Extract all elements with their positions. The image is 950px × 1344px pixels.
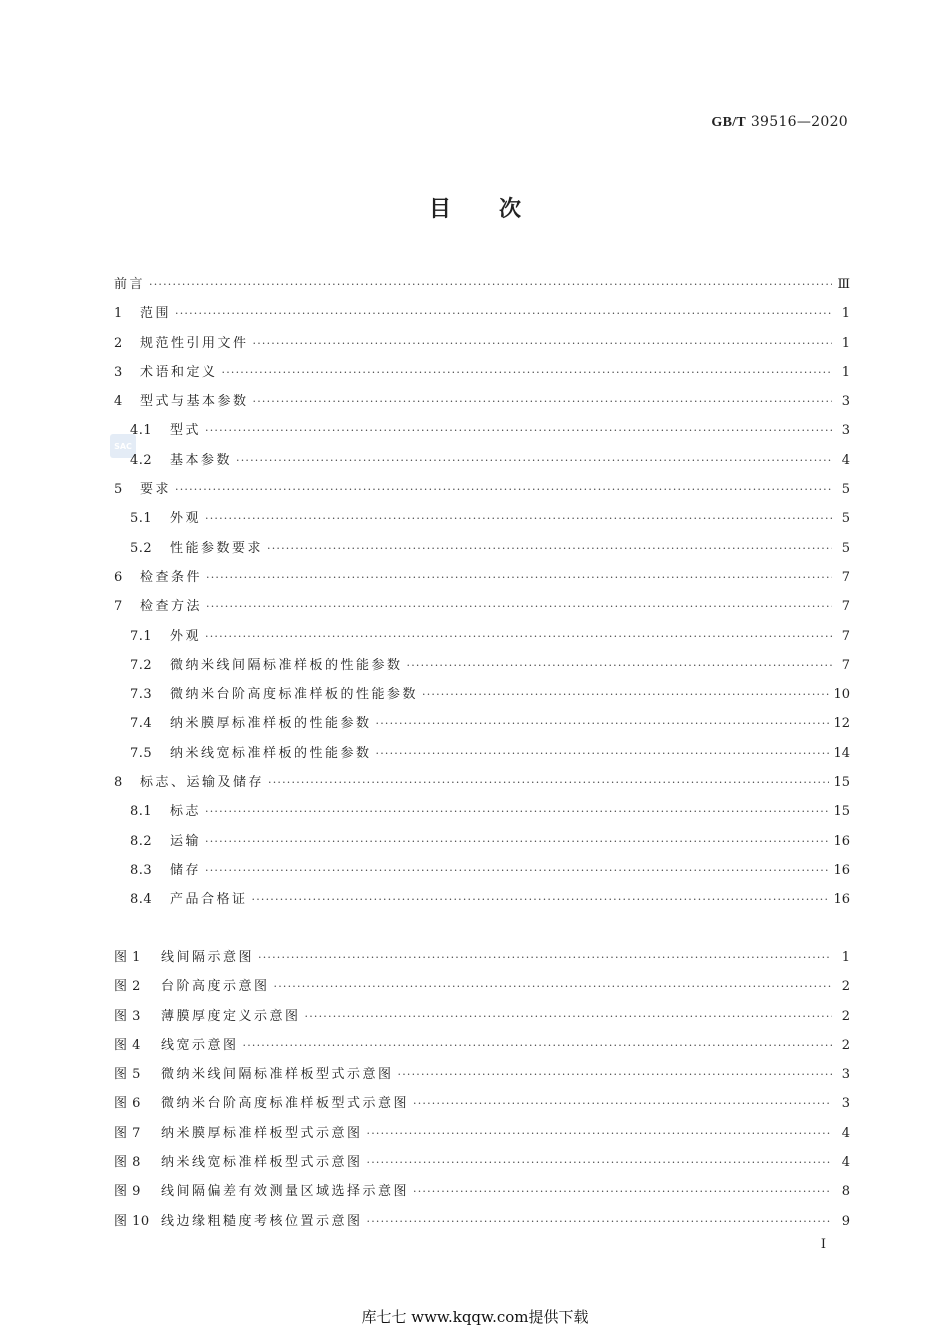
entry-number: 图 8 [114, 1155, 141, 1171]
dot-leader [413, 1183, 832, 1200]
download-source-note: 库七七 www.kqqw.com提供下载 [361, 1308, 589, 1326]
entry-page-number: 4 [841, 452, 850, 468]
entry-title: 线边缘粗糙度考核位置示意图 [161, 1213, 363, 1229]
dot-leader [175, 481, 832, 498]
toc-entry[interactable] [114, 276, 850, 305]
entry-title: 纳米线宽标准样板型式示意图 [161, 1155, 363, 1171]
entry-title: 型式 [170, 423, 202, 439]
page-title: 目次 [428, 197, 569, 222]
toc-entry[interactable] [114, 891, 850, 920]
entry-page-number: 2 [841, 979, 850, 995]
toc-entry[interactable] [114, 393, 850, 422]
figure-entry[interactable] [114, 978, 850, 1007]
entry-page-number: Ⅲ [837, 277, 850, 292]
dot-leader [274, 978, 832, 995]
entry-title: 台阶高度示意图 [161, 979, 270, 995]
entry-number: 5.1 [130, 511, 153, 527]
dot-leader [268, 774, 829, 791]
entry-number: 4.2 [130, 452, 153, 468]
entry-number: 7.4 [130, 716, 153, 732]
entry-title: 规范性引用文件 [140, 335, 249, 351]
toc-entry[interactable] [114, 745, 850, 774]
entry-page-number: 3 [841, 423, 850, 439]
entry-title: 纳米线宽标准样板的性能参数 [170, 745, 372, 761]
entry-title: 型式与基本参数 [140, 394, 249, 410]
entry-number: 图 5 [114, 1067, 141, 1083]
entry-page-number: 5 [841, 511, 850, 527]
entry-number: 4 [114, 394, 123, 410]
entry-number: 7.2 [130, 657, 153, 673]
toc-entry[interactable] [114, 364, 850, 393]
toc-entry[interactable] [114, 452, 850, 481]
entry-page-number: 15 [833, 775, 850, 791]
entry-title: 纳米膜厚标准样板的性能参数 [170, 716, 372, 732]
entry-page-number: 4 [841, 1125, 850, 1141]
entry-number: 1 [114, 306, 123, 322]
dot-leader [206, 569, 832, 586]
entry-title: 线间隔偏差有效测量区域选择示意图 [161, 1184, 410, 1200]
dot-leader [205, 833, 829, 850]
entry-title: 储存 [170, 862, 202, 878]
standard-number [711, 114, 848, 131]
toc-entry[interactable] [114, 335, 850, 364]
entry-page-number: 4 [841, 1155, 850, 1171]
figure-entry[interactable] [114, 1008, 850, 1037]
dot-leader [398, 1066, 832, 1083]
entry-title: 外观 [170, 511, 202, 527]
dot-leader [252, 891, 830, 908]
entry-page-number: 7 [841, 628, 850, 644]
entry-page-number: 1 [841, 364, 850, 380]
dot-leader [376, 715, 830, 732]
toc-entry[interactable] [114, 422, 850, 451]
entry-title: 线宽示意图 [161, 1037, 239, 1053]
dot-leader [205, 862, 829, 879]
dot-leader [206, 598, 832, 615]
figure-entry[interactable] [114, 1066, 850, 1095]
entry-page-number: 1 [841, 306, 850, 322]
dot-leader [222, 364, 832, 381]
entry-page-number: 1 [841, 950, 850, 965]
standard-code: 39516—2020 [750, 114, 848, 130]
entry-number: 7.3 [130, 687, 153, 703]
entry-title: 检查方法 [140, 599, 203, 615]
entry-page-number: 16 [833, 862, 850, 878]
figure-entry[interactable] [114, 1125, 850, 1154]
page-number: Ⅰ [820, 1237, 826, 1252]
entry-title: 微纳米台阶高度标准样板的性能参数 [170, 687, 419, 703]
dot-leader [149, 276, 832, 293]
entry-page-number: 16 [833, 892, 850, 908]
entry-title: 标志、运输及储存 [140, 775, 265, 791]
entry-number: 4.1 [130, 423, 153, 439]
toc-entry[interactable] [114, 803, 850, 832]
entry-page-number: 8 [841, 1184, 850, 1200]
entry-number: 8.4 [130, 892, 153, 908]
dot-leader [422, 686, 829, 703]
dot-leader [205, 803, 829, 820]
entry-page-number: 7 [841, 657, 850, 673]
figure-entry[interactable] [114, 1154, 850, 1183]
toc-entry[interactable] [114, 598, 850, 627]
entry-title: 微纳米台阶高度标准样板型式示意图 [161, 1096, 410, 1112]
dot-leader [367, 1213, 832, 1230]
entry-number: 5.2 [130, 540, 153, 556]
entry-number: 7.5 [130, 745, 153, 761]
entry-page-number: 5 [841, 540, 850, 556]
table-of-contents [114, 276, 850, 921]
entry-title: 检查条件 [140, 569, 203, 585]
toc-entry[interactable] [114, 628, 850, 657]
dot-leader [413, 1095, 832, 1112]
entry-title: 外观 [170, 628, 202, 644]
entry-number: 8.3 [130, 862, 153, 878]
dot-leader [205, 628, 832, 645]
sac-logo: SAC [110, 434, 136, 458]
toc-entry[interactable] [114, 481, 850, 510]
entry-title: 产品合格证 [170, 892, 248, 908]
entry-page-number: 15 [833, 804, 850, 820]
figure-entry[interactable] [114, 1037, 850, 1066]
toc-entry[interactable] [114, 774, 850, 803]
entry-page-number: 14 [833, 745, 850, 761]
toc-entry[interactable] [114, 862, 850, 891]
toc-entry[interactable] [114, 715, 850, 744]
entry-number: 图 6 [114, 1096, 141, 1112]
entry-page-number: 3 [841, 1067, 850, 1083]
entry-title: 前言 [114, 277, 146, 292]
list-of-figures [114, 949, 850, 1242]
dot-leader [253, 393, 832, 410]
dot-leader [205, 510, 832, 527]
figure-entry[interactable] [114, 949, 850, 978]
entry-number: 图 9 [114, 1184, 141, 1200]
entry-number: 8 [114, 775, 123, 791]
dot-leader [407, 657, 832, 674]
entry-title: 性能参数要求 [170, 540, 264, 556]
entry-number: 3 [114, 364, 123, 380]
entry-page-number: 10 [833, 687, 850, 703]
toc-entry[interactable] [114, 657, 850, 686]
entry-number: 6 [114, 569, 123, 585]
entry-title: 线间隔示意图 [161, 950, 255, 965]
toc-entry[interactable] [114, 569, 850, 598]
entry-title: 范围 [140, 306, 172, 322]
entry-title: 微纳米线间隔标准样板型式示意图 [161, 1067, 394, 1083]
entry-title: 运输 [170, 833, 202, 849]
dot-leader [305, 1008, 832, 1025]
dot-leader [376, 745, 830, 762]
dot-leader [243, 1037, 832, 1054]
entry-page-number: 7 [841, 569, 850, 585]
entry-number: 2 [114, 335, 123, 351]
entry-number: 图 2 [114, 979, 141, 995]
figure-entry[interactable] [114, 1095, 850, 1124]
entry-title: 微纳米线间隔标准样板的性能参数 [170, 657, 403, 673]
toc-entry[interactable] [114, 540, 850, 569]
entry-number: 7.1 [130, 628, 153, 644]
entry-title: 术语和定义 [140, 364, 218, 380]
entry-page-number: 2 [841, 1037, 850, 1053]
entry-number: 5 [114, 482, 123, 498]
entry-page-number: 5 [841, 482, 850, 498]
entry-title: 纳米膜厚标准样板型式示意图 [161, 1125, 363, 1141]
entry-title: 标志 [170, 804, 202, 820]
entry-page-number: 9 [841, 1213, 850, 1229]
entry-page-number: 16 [833, 833, 850, 849]
dot-leader [236, 452, 832, 469]
dot-leader [267, 540, 832, 557]
dot-leader [253, 335, 832, 352]
dot-leader [258, 949, 832, 966]
entry-number: 图 3 [114, 1008, 141, 1024]
entry-page-number: 1 [841, 335, 850, 351]
standard-prefix: GB/T [711, 115, 747, 130]
entry-number: 图 7 [114, 1125, 141, 1141]
entry-number: 7 [114, 599, 123, 615]
entry-number: 图 4 [114, 1037, 141, 1053]
entry-page-number: 3 [841, 394, 850, 410]
entry-title: 要求 [140, 482, 172, 498]
toc-entry[interactable] [114, 686, 850, 715]
toc-entry[interactable] [114, 510, 850, 539]
entry-page-number: 2 [841, 1008, 850, 1024]
entry-number: 8.2 [130, 833, 153, 849]
entry-page-number: 12 [833, 716, 850, 732]
toc-entry[interactable] [114, 305, 850, 334]
entry-page-number: 7 [841, 599, 850, 615]
figure-entry[interactable] [114, 1213, 850, 1242]
entry-number: 8.1 [130, 804, 153, 820]
entry-title: 薄膜厚度定义示意图 [161, 1008, 301, 1024]
figure-entry[interactable] [114, 1183, 850, 1212]
entry-number: 图 10 [114, 1213, 150, 1229]
dot-leader [205, 422, 832, 439]
dot-leader [367, 1154, 832, 1171]
dot-leader [175, 305, 832, 322]
entry-title: 基本参数 [170, 452, 233, 468]
entry-page-number: 3 [841, 1096, 850, 1112]
dot-leader [367, 1125, 832, 1142]
entry-number: 图 1 [114, 950, 141, 965]
toc-entry[interactable] [114, 833, 850, 862]
